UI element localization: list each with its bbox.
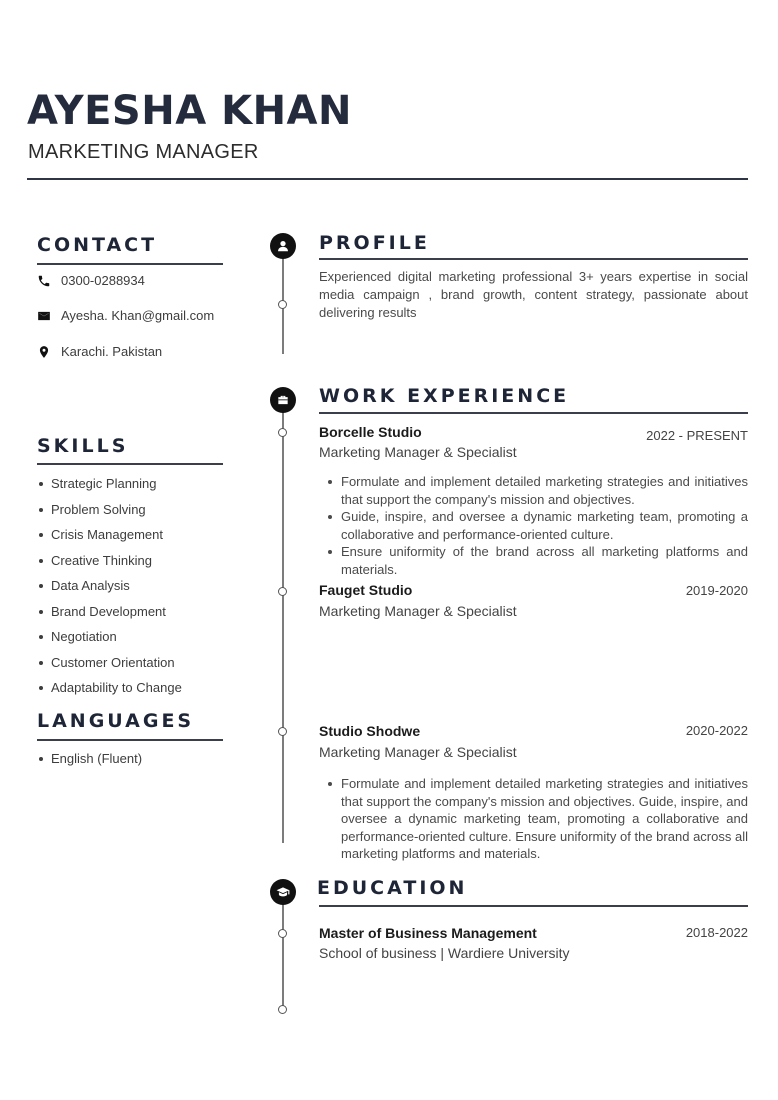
contact-email-text: Ayesha. Khan@gmail.com xyxy=(61,308,215,323)
skill-item: Data Analysis xyxy=(37,577,182,603)
timeline-dot xyxy=(278,428,287,437)
job-company: Borcelle Studio xyxy=(319,424,422,440)
job-role: Marketing Manager & Specialist xyxy=(319,744,517,760)
languages-list xyxy=(37,750,142,776)
profile-icon xyxy=(270,233,296,259)
skill-item: Creative Thinking xyxy=(37,552,182,578)
education-divider xyxy=(319,905,748,907)
profile-heading: PROFILE xyxy=(319,232,430,254)
education-heading: EDUCATION xyxy=(317,877,468,899)
phone-icon xyxy=(37,274,51,288)
languages-heading: LANGUAGES xyxy=(37,710,195,732)
work-divider xyxy=(319,412,748,414)
contact-divider xyxy=(37,263,223,265)
briefcase-icon xyxy=(270,387,296,413)
education-degree: Master of Business Management xyxy=(319,925,537,941)
candidate-title: MARKETING MANAGER xyxy=(28,141,259,163)
languages-divider xyxy=(37,739,223,741)
job-bullets xyxy=(320,473,748,579)
timeline-dot xyxy=(278,727,287,736)
header-divider xyxy=(27,178,748,180)
contact-heading: CONTACT xyxy=(37,234,158,256)
timeline-line-education xyxy=(282,892,284,1010)
education-period: 2018-2022 xyxy=(685,925,748,940)
job-bullet: Formulate and implement detailed marketing strategies and initiatives that support the company's mission and objectives. Guide, inspire, and oversee a dynamic marketing team, promoting a collaborative and performance-oriented culture. Ensure uniformity of the brand across all marketing platforms and materials. xyxy=(320,775,748,863)
job-company: Fauget Studio xyxy=(319,582,413,598)
skill-item: Problem Solving xyxy=(37,501,182,527)
job-company: Studio Shodwe xyxy=(319,723,421,739)
job-bullet: Formulate and implement detailed marketing strategies and initiatives that support the company's mission and objectives. xyxy=(320,473,748,508)
timeline-line-work xyxy=(282,400,284,843)
work-heading: WORK EXPERIENCE xyxy=(319,385,570,407)
education-school: School of business | Wardiere University xyxy=(319,945,570,961)
skill-item: Negotiation xyxy=(37,628,182,654)
job-bullet: Guide, inspire, and oversee a dynamic marketing team, promoting a collaborative and performance-oriented culture. xyxy=(320,508,748,543)
timeline-dot xyxy=(278,587,287,596)
contact-email xyxy=(37,308,214,323)
job-period: 2022 - PRESENT xyxy=(646,428,748,443)
timeline-dot xyxy=(278,300,287,309)
job-role: Marketing Manager & Specialist xyxy=(319,603,517,619)
skills-heading: SKILLS xyxy=(37,435,129,457)
contact-location xyxy=(37,344,162,359)
job-bullet: Ensure uniformity of the brand across all marketing platforms and materials. xyxy=(320,543,748,578)
job-period: 2020-2022 xyxy=(685,723,748,738)
timeline-dot xyxy=(278,1005,287,1014)
contact-phone-text: 0300-0288934 xyxy=(61,273,145,288)
job-period: 2019-2020 xyxy=(685,583,748,598)
candidate-name: AYESHA KHAN xyxy=(27,88,352,134)
profile-summary: Experienced digital marketing professional 3+ years expertise in social media campaign , brand growth, content strategy, passionate about delivering results xyxy=(319,269,748,320)
skill-item: Brand Development xyxy=(37,603,182,629)
contact-location-text: Karachi. Pakistan xyxy=(61,344,163,359)
location-icon xyxy=(37,345,51,359)
graduation-cap-icon xyxy=(270,879,296,905)
contact-phone xyxy=(37,273,145,288)
job-bullets xyxy=(320,775,748,863)
profile-divider xyxy=(319,258,748,260)
timeline-dot xyxy=(278,929,287,938)
job-role: Marketing Manager & Specialist xyxy=(319,444,517,460)
skills-list xyxy=(37,475,182,705)
email-icon xyxy=(37,309,51,323)
skill-item: Adaptability to Change xyxy=(37,679,182,705)
language-item: English (Fluent) xyxy=(37,750,142,776)
skill-item: Crisis Management xyxy=(37,526,182,552)
skill-item: Strategic Planning xyxy=(37,475,182,501)
skill-item: Customer Orientation xyxy=(37,654,182,680)
skills-divider xyxy=(37,463,223,465)
